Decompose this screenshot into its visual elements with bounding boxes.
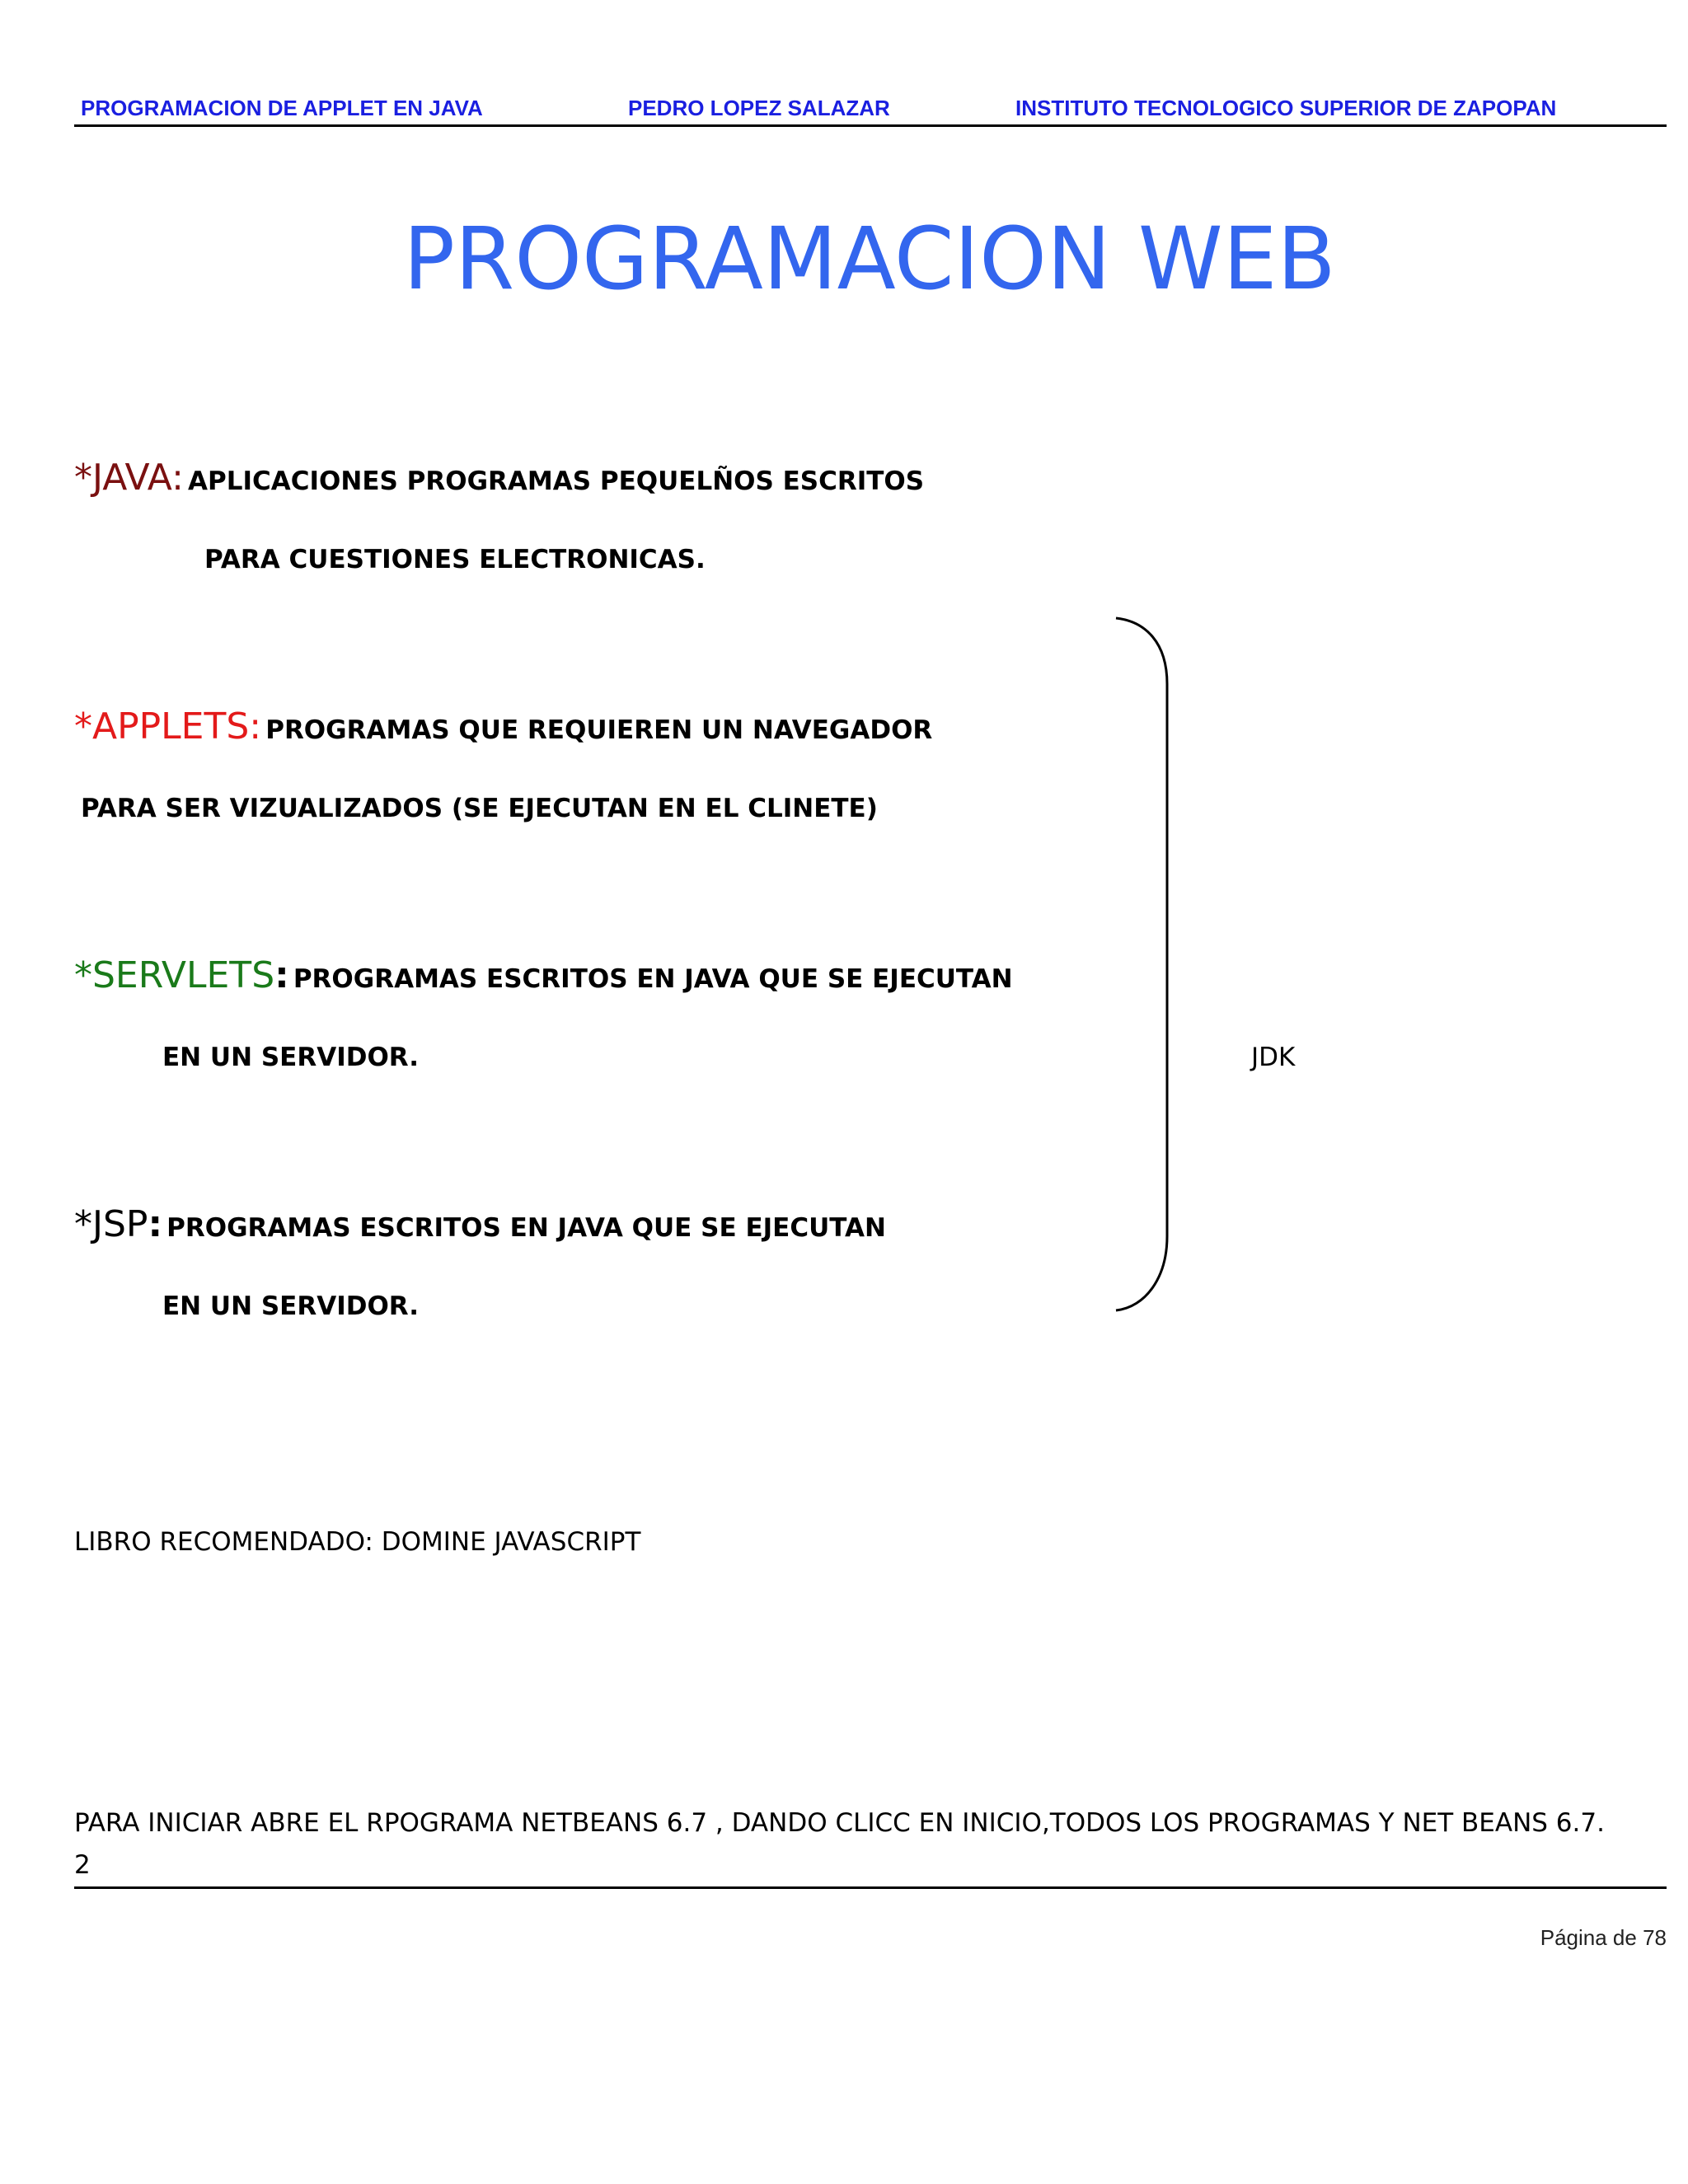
header-right: INSTITUTO TECNOLOGICO SUPERIOR DE ZAPOPAN — [1015, 96, 1557, 120]
item-java — [74, 457, 924, 499]
footer-page-label: Página de 78 — [1540, 1925, 1667, 1950]
desc-jsp-line1: PROGRAMAS ESCRITOS EN JAVA QUE SE EJECUTAN — [166, 1213, 886, 1243]
item-servlets — [74, 954, 1013, 996]
term-servlets: *SERVLETS — [74, 954, 275, 996]
header-left: PROGRAMACION DE APPLET EN JAVA — [81, 96, 483, 120]
desc-jsp-line2: EN UN SERVIDOR. — [162, 1291, 420, 1321]
footer-rule — [74, 1886, 1667, 1889]
desc-java-line1: APLICACIONES PROGRAMAS PEQUELÑOS ESCRITOS — [188, 466, 925, 496]
header-rule — [74, 124, 1667, 127]
desc-applets-line1: PROGRAMAS QUE REQUIEREN UN NAVEGADOR — [265, 715, 933, 745]
instruction-text: PARA INICIAR ABRE EL RPOGRAMA NETBEANS 6.7 , DANDO CLICC EN INICIO,TODOS LOS PROGRAMAS Y NET BEANS 6.7. — [74, 1808, 1605, 1838]
right-brace-icon — [1104, 610, 1179, 1319]
term-jsp-colon: : — [148, 1203, 163, 1245]
item-applets — [74, 705, 932, 748]
desc-applets-line2: PARA SER VIZUALIZADOS (SE EJECUTAN EN EL CLINETE) — [81, 794, 878, 823]
header-center: PEDRO LOPEZ SALAZAR — [628, 96, 890, 120]
page-number: 2 — [74, 1850, 91, 1880]
term-servlets-colon: : — [274, 954, 289, 996]
desc-java-line2: PARA CUESTIONES ELECTRONICAS. — [204, 545, 706, 574]
desc-servlets-line1: PROGRAMAS ESCRITOS EN JAVA QUE SE EJECUTAN — [293, 964, 1013, 994]
desc-servlets-line2: EN UN SERVIDOR. — [162, 1043, 420, 1072]
term-java: *JAVA: — [74, 457, 184, 499]
page-title: PROGRAMACION WEB — [403, 209, 1336, 309]
brace-label-jdk: JDK — [1251, 1043, 1296, 1072]
item-jsp — [74, 1203, 886, 1245]
book-recommendation: LIBRO RECOMENDADO: DOMINE JAVASCRIPT — [74, 1527, 641, 1557]
term-applets: *APPLETS: — [74, 705, 262, 748]
term-jsp: *JSP — [74, 1203, 148, 1245]
